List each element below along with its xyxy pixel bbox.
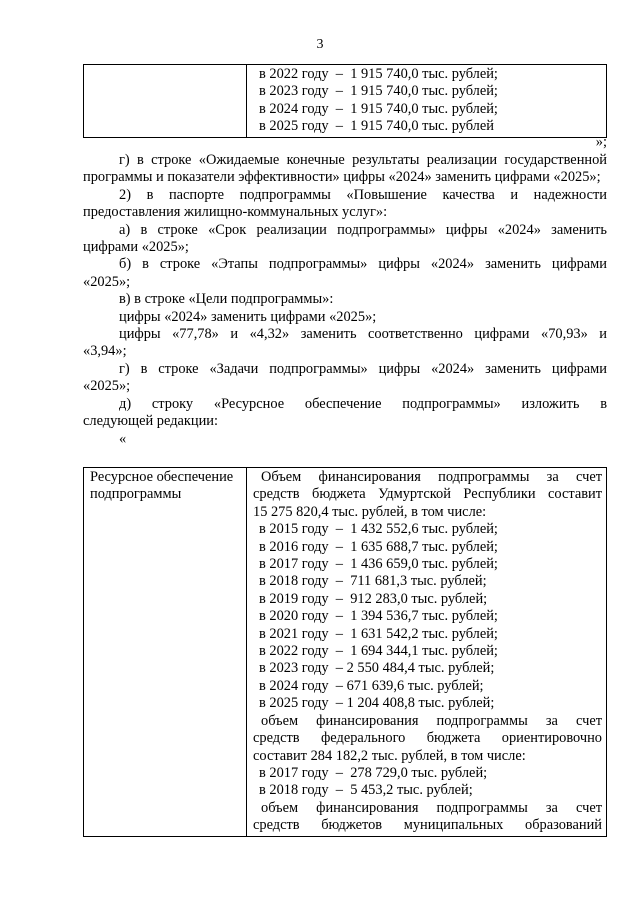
paragraph-cont: следующей редакции:: [83, 413, 218, 430]
paragraph: в) в строке «Цели подпрограммы»:: [119, 291, 334, 308]
paragraph-cont: «2025»;: [83, 273, 131, 290]
municipal-line: средств бюджетов муниципальных образований: [253, 817, 602, 834]
year-amount-line: в 2023 году – 2 550 484,4 тыс. рублей;: [259, 660, 495, 677]
year-amount-line: в 2018 году – 711 681,3 тыс. рублей;: [259, 573, 487, 590]
intro-line: 15 275 820,4 тыс. рублей, в том числе:: [253, 503, 487, 520]
paragraph: цифры «77,78» и «4,32» заменить соответственно цифрами «70,93» и: [119, 326, 607, 343]
year-amount-line: в 2022 году – 1 915 740,0 тыс. рублей;: [259, 66, 498, 82]
year-amount-line: в 2023 году – 1 915 740,0 тыс. рублей;: [259, 83, 498, 100]
year-amount-line: в 2018 году – 5 453,2 тыс. рублей;: [259, 782, 473, 799]
year-amount-line: в 2017 году – 1 436 659,0 тыс. рублей;: [259, 556, 498, 573]
resources-values-cell: [247, 468, 607, 837]
intro-line: средств бюджета Удмуртской Республики составит: [253, 486, 602, 503]
municipal-line: объем финансирования подпрограммы за счет: [261, 799, 602, 816]
federal-line: составит 284 182,2 тыс. рублей, в том числе:: [253, 747, 526, 764]
paragraph: а) в строке «Срок реализации подпрограммы» цифры «2024» заменить: [119, 221, 607, 238]
paragraph-text-cont: заменить цифрами «2025»;: [435, 169, 601, 186]
paragraph-cont: «2025»;: [83, 378, 131, 395]
year-amount-line: в 2016 году – 1 635 688,7 тыс. рублей;: [259, 538, 498, 555]
closing-quote: »;: [595, 134, 607, 150]
federal-line: объем финансирования подпрограммы за счет: [261, 712, 602, 729]
federal-line: средств федерального бюджета ориентировочно: [253, 730, 602, 747]
paragraph: 2) в паспорте подпрограммы «Повышение качества и надежности: [119, 186, 607, 203]
top-table: [83, 64, 607, 138]
paragraph: г) в строке «Задачи подпрограммы» цифры «2024» заменить цифрами: [119, 360, 607, 377]
year-amount-line: в 2024 году – 671 639,6 тыс. рублей;: [259, 677, 484, 694]
page-number: 3: [316, 37, 324, 52]
top-table-empty-cell: [84, 65, 247, 138]
paragraph-text: г) в строке «Ожидаемые конечные результаты реализации государственной программы и показатели эффективности» цифры «2024»: [83, 152, 607, 186]
resources-table: [83, 467, 607, 837]
year-amount-line: в 2025 году – 1 915 740,0 тыс. рублей: [259, 118, 494, 135]
paragraph-cont: «3,94»;: [83, 343, 127, 360]
paragraph-cont: предоставления жилищно-коммунальных услуг»:: [83, 204, 388, 221]
year-amount-line: в 2021 году – 1 631 542,2 тыс. рублей;: [259, 625, 498, 642]
paragraph: цифры «2024» заменить цифрами «2025»;: [119, 308, 377, 325]
top-table-values-cell: [247, 65, 607, 138]
resources-label: Ресурсное обеспечение подпрограммы: [90, 469, 234, 503]
year-amount-line: в 2017 году – 278 729,0 тыс. рублей;: [259, 764, 488, 781]
year-amount-line: в 2019 году – 912 283,0 тыс. рублей;: [259, 590, 488, 607]
year-amount-line: в 2015 году – 1 432 552,6 тыс. рублей;: [259, 521, 498, 538]
year-amount-line: в 2020 году – 1 394 536,7 тыс. рублей;: [259, 608, 498, 625]
paragraph-cont: цифрами «2025»;: [83, 239, 189, 256]
year-amount-line: в 2025 году – 1 204 408,8 тыс. рублей;: [259, 695, 495, 712]
amendment-text: [83, 152, 607, 448]
paragraph: [83, 152, 607, 187]
year-amount-line: в 2024 году – 1 915 740,0 тыс. рублей;: [259, 100, 498, 117]
paragraph: д) строку «Ресурсное обеспечение подпрограммы» изложить в: [119, 395, 607, 412]
open-quote: «: [119, 430, 127, 447]
resources-label-cell: [84, 468, 247, 837]
year-amount-line: в 2022 году – 1 694 344,1 тыс. рублей;: [259, 643, 498, 660]
intro-line: Объем финансирования подпрограммы за счет: [261, 469, 602, 485]
paragraph: б) в строке «Этапы подпрограммы» цифры «2024» заменить цифрами: [119, 256, 607, 273]
